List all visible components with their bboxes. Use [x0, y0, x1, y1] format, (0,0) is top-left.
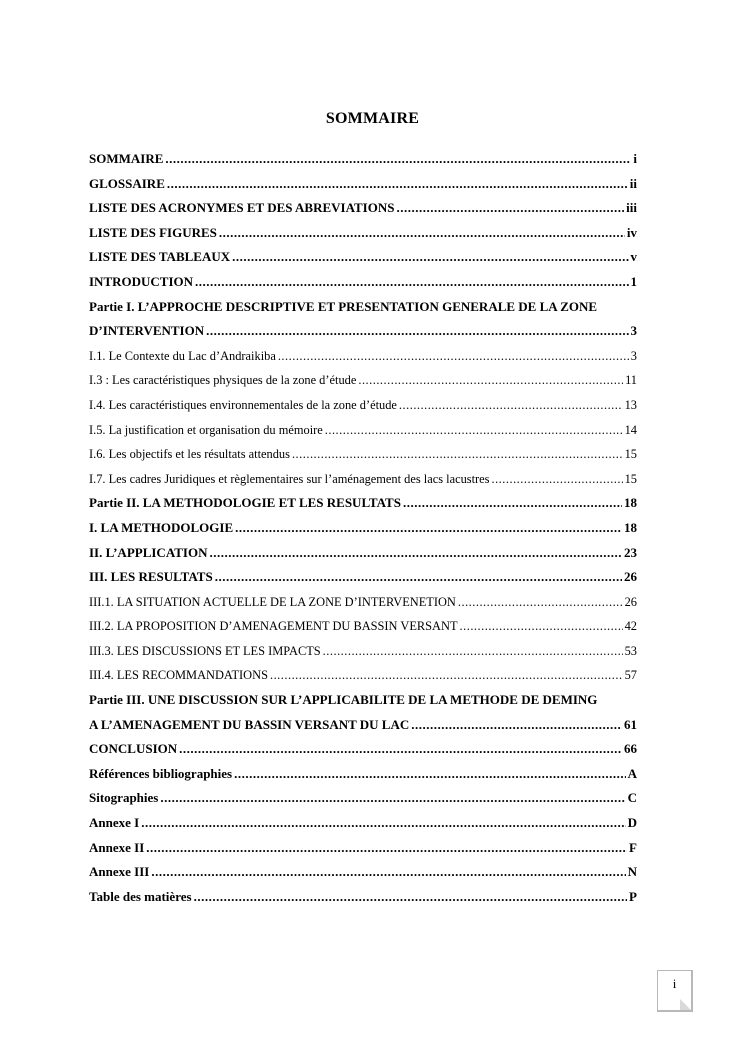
toc-dot-leader: [146, 836, 627, 861]
toc-dot-leader: [323, 639, 623, 664]
toc-entry[interactable]: [89, 172, 637, 197]
toc-entry[interactable]: [89, 196, 637, 221]
toc-entry-label: III.2. LA PROPOSITION D’AMENAGEMENT DU BASSIN VERSANT: [89, 619, 458, 634]
toc-dot-leader: [195, 270, 628, 295]
toc-entry-label: SOMMAIRE: [89, 151, 164, 166]
toc-entry-label: III.3. LES DISCUSSIONS ET LES IMPACTS: [89, 643, 321, 658]
toc-dot-leader: [179, 737, 622, 762]
toc-entry[interactable]: [89, 368, 637, 393]
toc-entry-label: CONCLUSION: [89, 741, 178, 757]
toc-entry-page: 15: [624, 447, 637, 462]
toc-entry[interactable]: [89, 295, 637, 320]
toc-entry-page: v: [630, 249, 637, 265]
toc-entry[interactable]: [89, 541, 637, 566]
toc-entry-label: I.4. Les caractéristiques environnementales de la zone d’étude: [89, 397, 397, 412]
toc-entry-page: N: [627, 864, 637, 880]
toc-entry-page: 66: [624, 741, 637, 757]
toc-entry[interactable]: [89, 885, 637, 910]
toc-dot-leader: [160, 786, 625, 811]
toc-entry-page: 42: [624, 619, 637, 634]
toc-entry-page: 14: [624, 422, 637, 437]
toc-dot-leader: [232, 245, 628, 270]
toc-entry-label: Annexe I: [89, 815, 140, 831]
toc-dot-leader: [151, 860, 625, 885]
toc-entry-label: III. LES RESULTATS: [89, 569, 213, 585]
toc-entry-page: ii: [629, 175, 637, 191]
toc-dot-leader: [396, 196, 624, 221]
page-corner-fold: [680, 999, 691, 1010]
toc-entry-page: C: [627, 790, 637, 806]
toc-entry-page: 11: [625, 373, 637, 388]
toc-dot-leader: [491, 467, 622, 492]
toc-entry[interactable]: [89, 811, 637, 836]
toc-entry[interactable]: [89, 737, 637, 762]
toc-dot-leader: [403, 491, 622, 516]
toc-entry[interactable]: [89, 614, 637, 639]
toc-entry-label: Annexe II: [89, 839, 145, 855]
toc-dot-leader: [167, 172, 628, 197]
toc-entry[interactable]: [89, 663, 637, 688]
toc-dot-leader: [165, 147, 631, 172]
toc-dot-leader: [215, 565, 622, 590]
toc-entry-label: Annexe III: [89, 864, 150, 880]
toc-entry-page: 13: [624, 397, 637, 412]
toc-entry[interactable]: [89, 762, 637, 787]
toc-entry[interactable]: [89, 393, 637, 418]
toc-entry-label: Partie II. LA METHODOLOGIE ET LES RESULTATS: [89, 495, 401, 511]
toc-entry-label: I.5. La justification et organisation du mémoire: [89, 422, 323, 437]
toc-entry[interactable]: [89, 344, 637, 369]
toc-dot-leader: [292, 442, 623, 467]
toc-entry-label: LISTE DES TABLEAUX: [89, 249, 231, 265]
toc-entry[interactable]: [89, 836, 637, 861]
toc-dot-leader: [278, 344, 629, 369]
toc-entry[interactable]: [89, 467, 637, 492]
toc-dot-leader: [325, 418, 623, 443]
toc-entry-page: D: [627, 815, 637, 831]
toc-dot-leader: [234, 762, 626, 787]
toc-entry[interactable]: [89, 639, 637, 664]
toc-entry-page: 1: [630, 273, 637, 289]
toc-entry-label: INTRODUCTION: [89, 273, 194, 289]
toc-entry-page: F: [629, 839, 637, 855]
toc-entry[interactable]: [89, 245, 637, 270]
toc-entry-label: Références bibliographies: [89, 765, 233, 781]
toc-entry-label: I.7. Les cadres Juridiques et règlementaires sur l’aménagement des lacs lacustres: [89, 471, 490, 486]
toc-dot-leader: [270, 663, 623, 688]
toc-entry[interactable]: [89, 147, 637, 172]
toc-entry-label: A L’AMENAGEMENT DU BASSIN VERSANT DU LAC: [89, 716, 410, 732]
toc-entry[interactable]: [89, 688, 637, 713]
toc-entry-label: I.3 : Les caractéristiques physiques de la zone d’étude: [89, 373, 357, 388]
toc-entry[interactable]: [89, 786, 637, 811]
toc-entry-label: LISTE DES FIGURES: [89, 224, 217, 240]
toc-entry-label: III.1. LA SITUATION ACTUELLE DE LA ZONE D’INTERVENETION: [89, 594, 456, 609]
toc-entry-label: Table des matières: [89, 888, 192, 904]
toc-dot-leader: [460, 614, 623, 639]
toc-dot-leader: [411, 713, 622, 738]
toc-entry-page: 53: [624, 643, 637, 658]
toc-entry[interactable]: [89, 516, 637, 541]
toc-entry[interactable]: [89, 418, 637, 443]
toc-dot-leader: [209, 541, 622, 566]
toc-entry-page: 15: [624, 471, 637, 486]
toc-entry-page: i: [633, 151, 637, 166]
toc-entry-page: iv: [626, 224, 637, 240]
toc-entry-label: Partie III. UNE DISCUSSION SUR L’APPLICABILITE DE LA METHODE DE DEMING: [89, 692, 598, 708]
toc-entry-label: Sitographies: [89, 790, 159, 806]
toc-entry-page: 26: [624, 569, 637, 585]
toc-entry[interactable]: [89, 860, 637, 885]
toc-entry-label: D’INTERVENTION: [89, 323, 205, 339]
toc-entry-page: iii: [626, 200, 637, 216]
toc-entry-label: Partie I. L’APPROCHE DESCRIPTIVE ET PRESENTATION GENERALE DE LA ZONE: [89, 298, 598, 314]
toc-entry[interactable]: [89, 442, 637, 467]
toc-entry[interactable]: [89, 713, 637, 738]
toc-entry-page: 3: [630, 323, 637, 339]
toc-entry-page: 18: [624, 495, 637, 511]
toc-entry-page: 57: [624, 668, 637, 683]
table-of-contents: [89, 147, 637, 909]
toc-dot-leader: [458, 590, 623, 615]
toc-entry-page: 3: [630, 348, 637, 363]
toc-dot-leader: [219, 221, 625, 246]
toc-entry-page: 18: [624, 519, 637, 535]
page-number-tab: [657, 970, 693, 1012]
toc-entry[interactable]: [89, 270, 637, 295]
toc-entry-page: 23: [624, 544, 637, 560]
page-number: i: [672, 976, 677, 991]
toc-entry-label: I.6. Les objectifs et les résultats attendus: [89, 447, 290, 462]
toc-entry-label: LISTE DES ACRONYMES ET DES ABREVIATIONS: [89, 200, 395, 216]
toc-entry-label: I.1. Le Contexte du Lac d’Andraikiba: [89, 348, 276, 363]
page-title: SOMMAIRE: [325, 110, 420, 127]
toc-entry[interactable]: [89, 565, 637, 590]
toc-entry[interactable]: [89, 590, 637, 615]
toc-entry-page: P: [629, 888, 637, 904]
toc-entry[interactable]: [89, 221, 637, 246]
toc-entry[interactable]: [89, 491, 637, 516]
toc-dot-leader: [358, 368, 623, 393]
toc-entry-label: GLOSSAIRE: [89, 175, 165, 191]
toc-dot-leader: [235, 516, 622, 541]
toc-entry-page: 26: [624, 594, 637, 609]
toc-entry-page: 61: [624, 716, 637, 732]
toc-dot-leader: [399, 393, 623, 418]
toc-entry-page: A: [627, 765, 637, 781]
toc-dot-leader: [206, 319, 628, 344]
toc-entry-label: II. L’APPLICATION: [89, 544, 208, 560]
toc-entry[interactable]: [89, 319, 637, 344]
toc-dot-leader: [194, 885, 627, 910]
toc-entry-label: I. LA METHODOLOGIE: [89, 519, 234, 535]
toc-dot-leader: [141, 811, 625, 836]
toc-entry-label: III.4. LES RECOMMANDATIONS: [89, 668, 268, 683]
